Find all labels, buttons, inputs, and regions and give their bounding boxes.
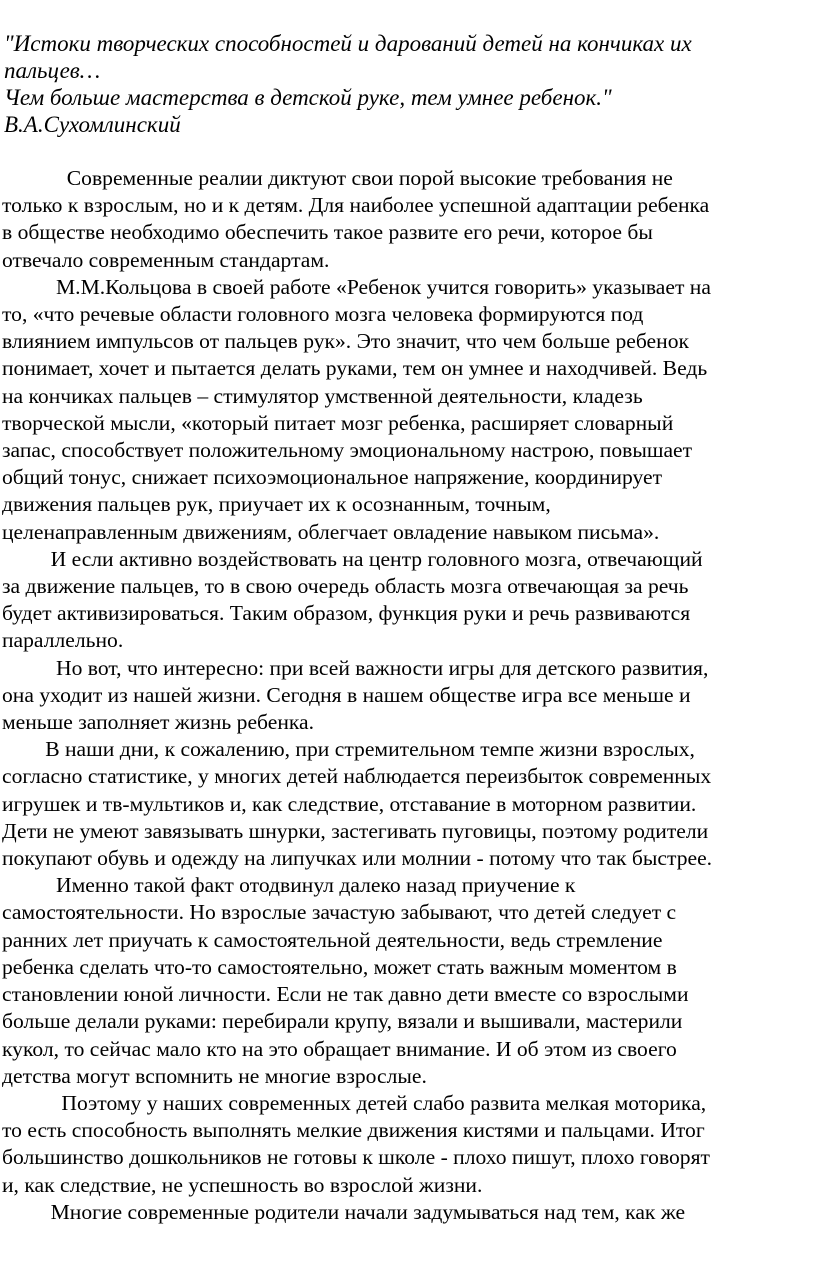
body-line: ребенка сделать что-то самостоятельно, может стать важным моментом в: [2, 954, 677, 979]
body-line: Поэтому у наших современных детей слабо развита мелкая моторика,: [2, 1090, 707, 1115]
body-line: понимает, хочет и пытается делать руками, тем он умнее и находчивей. Ведь: [2, 356, 708, 381]
body-line: отвечало современным стандартам.: [2, 247, 330, 272]
body-line: в обществе необходимо обеспечить такое развите его речи, которое бы: [2, 220, 653, 245]
body-line: целенаправленным движениям, облегчает овладение навыком письма».: [2, 519, 660, 544]
epigraph-line: Чем больше мастерства в детской руке, тем умнее ребенок.": [4, 85, 612, 110]
epigraph: [0, 30, 816, 138]
body-line: творческой мысли, «который питает мозг ребенка, расширяет словарный: [2, 410, 674, 435]
body-line: и, как следствие, не успешность во взрослой жизни.: [2, 1172, 483, 1197]
body-line: то, «что речевые области головного мозга человека формируются под: [2, 302, 644, 327]
body-line: за движение пальцев, то в свою очередь область мозга отвечающая за речь: [2, 574, 689, 599]
body-line: детства могут вспомнить не многие взрослые.: [2, 1063, 427, 1088]
body-line: игрушек и тв-мультиков и, как следствие, отставание в моторном развитии.: [2, 791, 697, 816]
body-line: больше делали руками: перебирали крупу, вязали и вышивали, мастерили: [2, 1009, 683, 1034]
body-line: Многие современные родители начали задумываться над тем, как же: [2, 1199, 686, 1224]
epigraph-line: пальцев…: [4, 58, 101, 83]
body-line: Дети не умеют завязывать шнурки, застегивать пуговицы, поэтому родители: [2, 818, 709, 843]
body-line: И если активно воздействовать на центр головного мозга, отвечающий: [2, 546, 703, 571]
body-line: Именно такой факт отодвинул далеко назад приучение к: [2, 873, 576, 898]
body-line: только к взрослым, но и к детям. Для наиболее успешной адаптации ребенка: [2, 193, 710, 218]
body-line: она уходит из нашей жизни. Сегодня в нашем обществе игра все меньше и: [2, 682, 691, 707]
body-text: [0, 165, 816, 1226]
body-line: ранних лет приучать к самостоятельной деятельности, ведь стремление: [2, 927, 663, 952]
body-line: меньше заполняет жизнь ребенка.: [2, 710, 315, 735]
body-line: будет активизироваться. Таким образом, функция руки и речь развиваются: [2, 601, 691, 626]
body-line: движения пальцев рук, приучает их к осознанным, точным,: [2, 492, 551, 517]
body-line: согласно статистике, у многих детей наблюдается переизбыток современных: [2, 764, 712, 789]
body-line: параллельно.: [2, 628, 124, 653]
document-page: [0, 30, 816, 1226]
body-line: В наши дни, к сожалению, при стремительном темпе жизни взрослых,: [2, 737, 695, 762]
body-line: покупают обувь и одежду на липучках или молнии - потому что так быстрее.: [2, 846, 713, 871]
body-line: влиянием импульсов от пальцев рук». Это значит, что чем больше ребенок: [2, 329, 689, 354]
body-line: большинство дошкольников не готовы к школе - плохо пишут, плохо говорят: [2, 1145, 710, 1170]
body-line: то есть способность выполнять мелкие движения кистями и пальцами. Итог: [2, 1118, 705, 1143]
body-line: самостоятельности. Но взрослые зачастую забывают, что детей следует с: [2, 900, 677, 925]
body-line: Но вот, что интересно: при всей важности игры для детского развития,: [2, 655, 709, 680]
body-line: Современные реалии диктуют свои порой высокие требования не: [2, 166, 673, 190]
body-line: кукол, то сейчас мало кто на это обращает внимание. И об этом из своего: [2, 1036, 677, 1061]
epigraph-line: "Истоки творческих способностей и дарований детей на кончиках их: [4, 31, 692, 56]
body-line: на кончиках пальцев – стимулятор умственной деятельности, кладезь: [2, 383, 643, 408]
body-line: становлении юной личности. Если не так давно дети вместе со взрослыми: [2, 982, 689, 1007]
body-line: общий тонус, снижает психоэмоциональное напряжение, координирует: [2, 465, 663, 490]
body-line: запас, способствует положительному эмоциональному настрою, повышает: [2, 438, 693, 463]
epigraph-author: В.А.Сухомлинский: [4, 112, 181, 137]
body-line: М.М.Кольцова в своей работе «Ребенок учится говорить» указывает на: [2, 274, 711, 299]
